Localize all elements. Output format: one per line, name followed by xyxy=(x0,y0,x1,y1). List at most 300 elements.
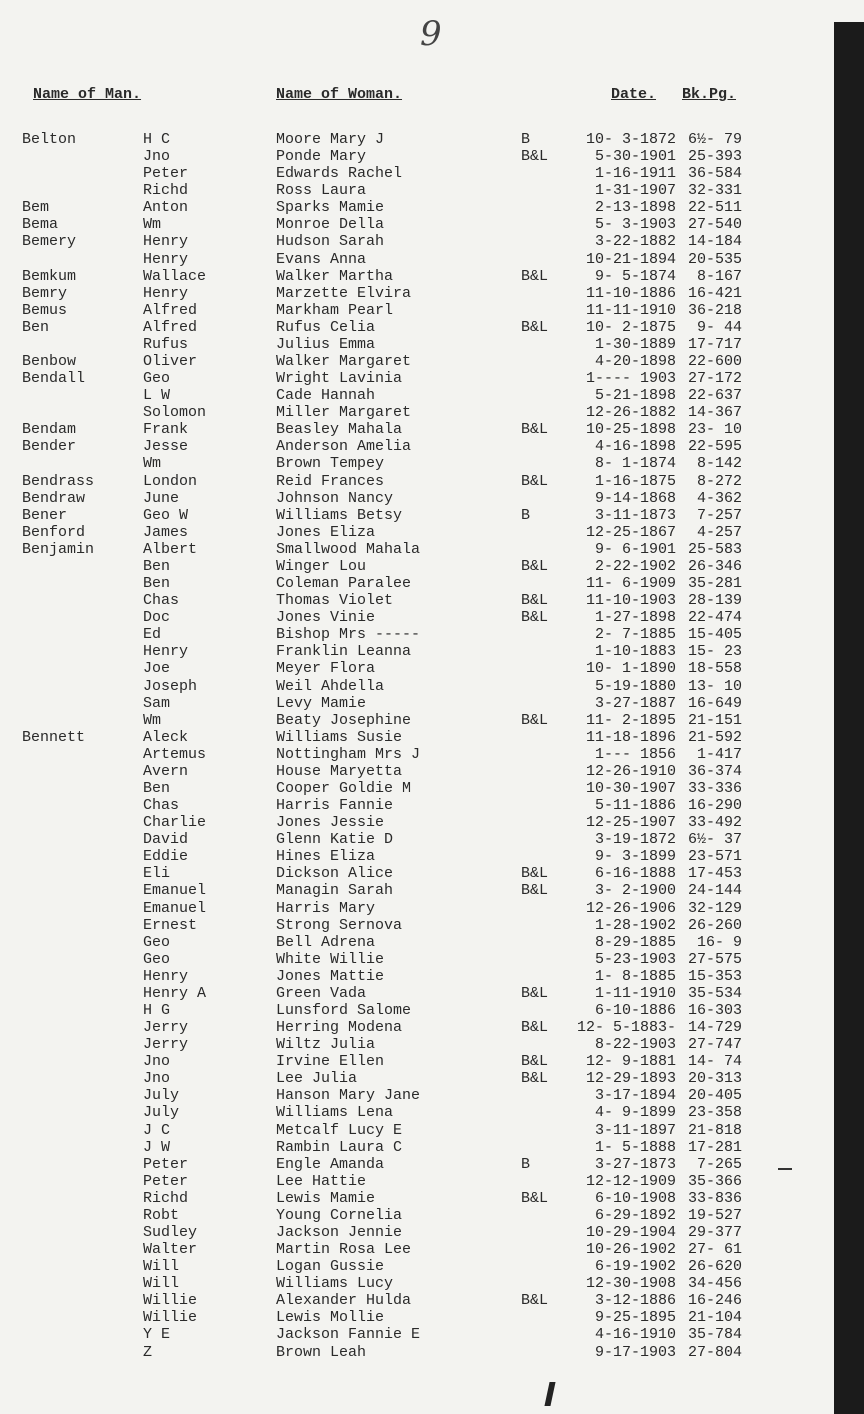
marriage-date: 12-26-1910 xyxy=(585,762,676,780)
table-row xyxy=(0,1241,846,1258)
marriage-date: 11-18-1896 xyxy=(585,728,676,746)
marriage-date: 3-11-1873 xyxy=(594,506,676,524)
woman-name: Jones Mattie xyxy=(276,967,385,985)
given-name: Peter xyxy=(143,1155,189,1173)
book-page: 13- 10 xyxy=(687,677,742,695)
book-page: 21-151 xyxy=(687,711,742,729)
marriage-date: 11- 2-1895 xyxy=(585,711,676,729)
book-page: 18-558 xyxy=(687,660,742,678)
record-type: B&L xyxy=(521,984,549,1002)
book-page: 14-729 xyxy=(687,1019,742,1037)
table-row xyxy=(0,780,846,797)
given-name: Robt xyxy=(143,1206,180,1224)
book-page: 22-474 xyxy=(687,609,742,627)
woman-name: Metcalf Lucy E xyxy=(276,1121,403,1139)
book-page: 4-257 xyxy=(696,523,742,541)
book-page: 27-540 xyxy=(687,216,742,234)
record-type: B&L xyxy=(521,1019,549,1037)
marriage-date: 5-11-1886 xyxy=(594,797,676,815)
given-name: Henry xyxy=(143,250,189,268)
record-type: B&L xyxy=(521,318,549,336)
given-name: Will xyxy=(143,1258,180,1276)
given-name: London xyxy=(143,472,198,490)
given-name: Richd xyxy=(143,182,189,200)
marriage-date: 10-30-1907 xyxy=(585,779,676,797)
woman-name: Herring Modena xyxy=(276,1019,403,1037)
book-page: 16-246 xyxy=(687,1292,742,1310)
table-row xyxy=(0,1258,846,1275)
record-type: B&L xyxy=(521,267,549,285)
marriage-date: 12- 9-1881 xyxy=(585,1053,676,1071)
given-name: Frank xyxy=(143,421,189,439)
woman-name: Lunsford Salome xyxy=(276,1001,412,1019)
woman-name: Williams Lucy xyxy=(276,1275,394,1293)
book-page: 26-620 xyxy=(687,1258,742,1276)
table-row xyxy=(0,814,846,831)
book-page: 27- 61 xyxy=(687,1241,742,1259)
woman-name: Reid Frances xyxy=(276,472,385,490)
marriage-date: 6-10-1886 xyxy=(594,1001,676,1019)
woman-name: Williams Betsy xyxy=(276,506,403,524)
given-name: Emanuel xyxy=(143,882,207,900)
given-name: Chas xyxy=(143,797,180,815)
given-name: Eddie xyxy=(143,848,189,866)
woman-name: Ponde Mary xyxy=(276,148,367,166)
given-name: J C xyxy=(143,1121,171,1139)
marriage-date: 12-25-1867 xyxy=(585,523,676,541)
woman-name: Jackson Fannie E xyxy=(276,1326,421,1344)
marriage-date: 2-22-1902 xyxy=(594,557,676,575)
table-row xyxy=(0,490,846,507)
table-row xyxy=(0,626,846,643)
marriage-date: 1-30-1889 xyxy=(594,335,676,353)
book-page: 22-511 xyxy=(687,199,742,217)
marriage-date: 1-16-1875 xyxy=(594,472,676,490)
woman-name: Strong Sernova xyxy=(276,916,403,934)
table-row xyxy=(0,882,846,899)
marriage-date: 3- 2-1900 xyxy=(594,882,676,900)
record-type: B&L xyxy=(521,609,549,627)
book-page: 21-104 xyxy=(687,1309,742,1327)
woman-name: Beaty Josephine xyxy=(276,711,412,729)
woman-name: Engle Amanda xyxy=(276,1155,385,1173)
table-row xyxy=(0,524,846,541)
book-page: 27-172 xyxy=(687,370,742,388)
marriage-date: 3-22-1882 xyxy=(594,233,676,251)
woman-name: Evans Anna xyxy=(276,250,367,268)
table-row xyxy=(0,233,846,250)
book-page: 14- 74 xyxy=(687,1053,742,1071)
woman-name: Cooper Goldie M xyxy=(276,779,412,797)
marriage-date: 2- 7-1885 xyxy=(594,626,676,644)
table-row xyxy=(0,729,846,746)
surname: Ben xyxy=(22,318,50,336)
woman-name: Beasley Mahala xyxy=(276,421,403,439)
woman-name: Winger Lou xyxy=(276,557,367,575)
table-row xyxy=(0,831,846,848)
scan-border xyxy=(834,0,864,1414)
book-page: 34-456 xyxy=(687,1275,742,1293)
marriage-date: 8-22-1903 xyxy=(594,1036,676,1054)
table-row xyxy=(0,251,846,268)
register-table xyxy=(0,131,846,1361)
given-name: Jerry xyxy=(143,1019,189,1037)
marriage-date: 1--- 1856 xyxy=(594,745,676,763)
marriage-date: 8- 1-1874 xyxy=(594,455,676,473)
given-name: Wm xyxy=(143,711,162,729)
table-row xyxy=(0,797,846,814)
record-type: B xyxy=(521,1155,531,1173)
given-name: Richd xyxy=(143,1189,189,1207)
given-name: David xyxy=(143,831,189,849)
woman-name: Brown Tempey xyxy=(276,455,385,473)
marriage-date: 3-19-1872 xyxy=(594,831,676,849)
table-row xyxy=(0,507,846,524)
table-row xyxy=(0,1275,846,1292)
book-page: 33-336 xyxy=(687,779,742,797)
book-page: 7-265 xyxy=(696,1155,742,1173)
table-row xyxy=(0,1002,846,1019)
woman-name: Managin Sarah xyxy=(276,882,394,900)
given-name: James xyxy=(143,523,189,541)
marriage-date: 9- 3-1899 xyxy=(594,848,676,866)
table-row xyxy=(0,1019,846,1036)
given-name: Jesse xyxy=(143,438,189,456)
given-name: Joseph xyxy=(143,677,198,695)
woman-name: Brown Leah xyxy=(276,1343,367,1361)
woman-name: Lewis Mamie xyxy=(276,1189,376,1207)
marriage-date: 1-11-1910 xyxy=(594,984,676,1002)
given-name: Peter xyxy=(143,1172,189,1190)
table-row xyxy=(0,660,846,677)
marriage-date: 4-16-1898 xyxy=(594,438,676,456)
given-name: Doc xyxy=(143,609,171,627)
marriage-date: 9-17-1903 xyxy=(594,1343,676,1361)
table-row xyxy=(0,865,846,882)
book-page: 14-184 xyxy=(687,233,742,251)
surname: Bema xyxy=(22,216,59,234)
record-type: B xyxy=(521,131,531,148)
book-page: 33-836 xyxy=(687,1189,742,1207)
given-name: Henry xyxy=(143,284,189,302)
book-page: 16-649 xyxy=(687,694,742,712)
woman-name: Marzette Elvira xyxy=(276,284,412,302)
marriage-date: 10-21-1894 xyxy=(585,250,676,268)
book-page: 16-290 xyxy=(687,797,742,815)
given-name: Alfred xyxy=(143,318,198,336)
record-type: B&L xyxy=(521,148,549,166)
marriage-date: 4-20-1898 xyxy=(594,353,676,371)
woman-name: Markham Pearl xyxy=(276,301,394,319)
table-row xyxy=(0,1173,846,1190)
book-page: 16- 9 xyxy=(696,933,742,951)
book-page: 35-784 xyxy=(687,1326,742,1344)
record-type: B&L xyxy=(521,882,549,900)
table-row xyxy=(0,1036,846,1053)
given-name: Henry A xyxy=(143,984,207,1002)
marriage-date: 10- 3-1872 xyxy=(585,131,676,148)
marriage-date: 1---- 1903 xyxy=(585,370,676,388)
table-row xyxy=(0,1344,846,1361)
table-row xyxy=(0,336,846,353)
table-row xyxy=(0,302,846,319)
header-bkpg: Bk.Pg. xyxy=(682,86,737,103)
table-row xyxy=(0,968,846,985)
book-page: 21-818 xyxy=(687,1121,742,1139)
surname: Bendraw xyxy=(22,489,86,507)
marriage-date: 12-30-1908 xyxy=(585,1275,676,1293)
given-name: Jno xyxy=(143,1053,171,1071)
marriage-date: 1-27-1898 xyxy=(594,609,676,627)
book-page: 25-583 xyxy=(687,540,742,558)
given-name: Ernest xyxy=(143,916,198,934)
marriage-date: 1- 8-1885 xyxy=(594,967,676,985)
book-page: 26-260 xyxy=(687,916,742,934)
surname: Bemry xyxy=(22,284,68,302)
woman-name: Irvine Ellen xyxy=(276,1053,385,1071)
table-row xyxy=(0,848,846,865)
woman-name: Dickson Alice xyxy=(276,865,394,883)
woman-name: Jones Vinie xyxy=(276,609,376,627)
woman-name: Meyer Flora xyxy=(276,660,376,678)
given-name: Wallace xyxy=(143,267,207,285)
book-page: 16-421 xyxy=(687,284,742,302)
book-page: 27-747 xyxy=(687,1036,742,1054)
given-name: Henry xyxy=(143,967,189,985)
marriage-date: 1-28-1902 xyxy=(594,916,676,934)
book-page: 22-637 xyxy=(687,387,742,405)
given-name: Eli xyxy=(143,865,171,883)
woman-name: Alexander Hulda xyxy=(276,1292,412,1310)
given-name: Willie xyxy=(143,1292,198,1310)
book-page: 8-272 xyxy=(696,472,742,490)
woman-name: Weil Ahdella xyxy=(276,677,385,695)
book-page: 27-575 xyxy=(687,950,742,968)
table-row xyxy=(0,1207,846,1224)
given-name: Willie xyxy=(143,1309,198,1327)
book-page: 22-595 xyxy=(687,438,742,456)
record-type: B&L xyxy=(521,711,549,729)
woman-name: House Maryetta xyxy=(276,762,403,780)
given-name: Henry xyxy=(143,643,189,661)
marriage-date: 4-16-1910 xyxy=(594,1326,676,1344)
given-name: Will xyxy=(143,1275,180,1293)
table-row xyxy=(0,592,846,609)
marriage-date: 1-16-1911 xyxy=(594,165,676,183)
given-name: July xyxy=(143,1104,180,1122)
surname: Bender xyxy=(22,438,77,456)
woman-name: Levy Mamie xyxy=(276,694,367,712)
marriage-date: 9-14-1868 xyxy=(594,489,676,507)
table-row xyxy=(0,1087,846,1104)
woman-name: Green Vada xyxy=(276,984,367,1002)
table-row xyxy=(0,1139,846,1156)
book-page: 9- 44 xyxy=(696,318,742,336)
woman-name: Rambin Laura C xyxy=(276,1138,403,1156)
woman-name: Rufus Celia xyxy=(276,318,376,336)
table-row xyxy=(0,182,846,199)
book-page: 24-144 xyxy=(687,882,742,900)
record-type: B&L xyxy=(521,1189,549,1207)
book-page: 20-535 xyxy=(687,250,742,268)
woman-name: Glenn Katie D xyxy=(276,831,394,849)
table-row xyxy=(0,216,846,233)
book-page: 26-346 xyxy=(687,557,742,575)
surname: Benjamin xyxy=(22,540,95,558)
book-page: 23- 10 xyxy=(687,421,742,439)
table-row xyxy=(0,370,846,387)
given-name: Aleck xyxy=(143,728,189,746)
marriage-date: 5-21-1898 xyxy=(594,387,676,405)
marriage-date: 12- 5-1883- xyxy=(576,1019,676,1037)
table-row xyxy=(0,678,846,695)
marriage-date: 10-29-1904 xyxy=(585,1224,676,1241)
marriage-date: 3-27-1887 xyxy=(594,694,676,712)
scan-border-top xyxy=(834,0,864,22)
given-name: Jno xyxy=(143,1070,171,1088)
marriage-date: 3-12-1886 xyxy=(594,1292,676,1310)
marriage-date: 6-16-1888 xyxy=(594,865,676,883)
record-type: B&L xyxy=(521,865,549,883)
book-page: 17-453 xyxy=(687,865,742,883)
book-page: 23-571 xyxy=(687,848,742,866)
table-row xyxy=(0,1326,846,1343)
marriage-date: 3-17-1894 xyxy=(594,1087,676,1105)
woman-name: Edwards Rachel xyxy=(276,165,403,183)
surname: Bem xyxy=(22,199,50,217)
book-page: 14-367 xyxy=(687,404,742,422)
surname: Bemery xyxy=(22,233,77,251)
surname: Bendall xyxy=(22,370,86,388)
given-name: Rufus xyxy=(143,335,189,353)
marriage-date: 1-31-1907 xyxy=(594,182,676,200)
table-row xyxy=(0,575,846,592)
book-page: 36-218 xyxy=(687,301,742,319)
given-name: Wm xyxy=(143,216,162,234)
marriage-date: 6-29-1892 xyxy=(594,1206,676,1224)
given-name: Geo xyxy=(143,933,171,951)
marriage-date: 6-10-1908 xyxy=(594,1189,676,1207)
woman-name: Jones Jessie xyxy=(276,814,385,832)
marriage-date: 12-26-1882 xyxy=(585,404,676,422)
woman-name: Wiltz Julia xyxy=(276,1036,376,1054)
woman-name: Jackson Jennie xyxy=(276,1224,403,1241)
table-row xyxy=(0,1053,846,1070)
woman-name: Cade Hannah xyxy=(276,387,376,405)
table-row xyxy=(0,712,846,729)
woman-name: Coleman Paralee xyxy=(276,575,412,593)
given-name: Jno xyxy=(143,148,171,166)
marriage-date: 5-23-1903 xyxy=(594,950,676,968)
table-row xyxy=(0,268,846,285)
book-page: 7-257 xyxy=(696,506,742,524)
marriage-date: 12-26-1906 xyxy=(585,899,676,917)
woman-name: Miller Margaret xyxy=(276,404,412,422)
given-name: Avern xyxy=(143,762,189,780)
woman-name: Williams Lena xyxy=(276,1104,394,1122)
woman-name: Franklin Leanna xyxy=(276,643,412,661)
surname: Bendam xyxy=(22,421,77,439)
woman-name: Smallwood Mahala xyxy=(276,540,421,558)
given-name: Walter xyxy=(143,1241,198,1259)
woman-name: Sparks Mamie xyxy=(276,199,385,217)
marriage-date: 8-29-1885 xyxy=(594,933,676,951)
table-row xyxy=(0,421,846,438)
woman-name: Jones Eliza xyxy=(276,523,376,541)
given-name: Sudley xyxy=(143,1224,198,1241)
given-name: Albert xyxy=(143,540,198,558)
margin-dash xyxy=(778,1168,792,1170)
table-row xyxy=(0,1156,846,1173)
table-row xyxy=(0,285,846,302)
given-name: Ben xyxy=(143,779,171,797)
table-row xyxy=(0,438,846,455)
book-page: 17-717 xyxy=(687,335,742,353)
woman-name: Young Cornelia xyxy=(276,1206,403,1224)
book-page: 4-362 xyxy=(696,489,742,507)
marriage-date: 11-11-1910 xyxy=(585,301,676,319)
woman-name: Ross Laura xyxy=(276,182,367,200)
marriage-date: 5-19-1880 xyxy=(594,677,676,695)
marriage-date: 1- 5-1888 xyxy=(594,1138,676,1156)
marriage-date: 9- 5-1874 xyxy=(594,267,676,285)
marriage-date: 10-25-1898 xyxy=(585,421,676,439)
given-name: Ed xyxy=(143,626,162,644)
table-row xyxy=(0,763,846,780)
woman-name: Moore Mary J xyxy=(276,131,385,148)
given-name: Solomon xyxy=(143,404,207,422)
given-name: Geo xyxy=(143,950,171,968)
marriage-date: 5- 3-1903 xyxy=(594,216,676,234)
given-name: L W xyxy=(143,387,171,405)
book-page: 35-281 xyxy=(687,575,742,593)
given-name: Anton xyxy=(143,199,189,217)
header-date: Date. xyxy=(611,86,657,103)
book-page: 27-804 xyxy=(687,1343,742,1361)
book-page: 35-534 xyxy=(687,984,742,1002)
marriage-date: 12-29-1893 xyxy=(585,1070,676,1088)
book-page: 6½- 79 xyxy=(687,131,742,148)
given-name: Z xyxy=(143,1343,153,1361)
marriage-date: 11- 6-1909 xyxy=(585,575,676,593)
book-page: 15-353 xyxy=(687,967,742,985)
header-woman: Name of Woman. xyxy=(276,86,403,103)
page-number: 9 xyxy=(420,14,442,54)
woman-name: Hines Eliza xyxy=(276,848,376,866)
given-name: Oliver xyxy=(143,353,198,371)
table-row xyxy=(0,319,846,336)
book-page: 15-405 xyxy=(687,626,742,644)
book-page: 20-313 xyxy=(687,1070,742,1088)
given-name: Wm xyxy=(143,455,162,473)
header-man: Name of Man. xyxy=(33,86,142,103)
given-name: July xyxy=(143,1087,180,1105)
book-page: 19-527 xyxy=(687,1206,742,1224)
book-page: 25-393 xyxy=(687,148,742,166)
surname: Bemus xyxy=(22,301,68,319)
table-row xyxy=(0,746,846,763)
book-page: 23-358 xyxy=(687,1104,742,1122)
table-row xyxy=(0,951,846,968)
given-name: Chas xyxy=(143,592,180,610)
marriage-date: 11-10-1886 xyxy=(585,284,676,302)
book-page: 32-129 xyxy=(687,899,742,917)
book-page: 22-600 xyxy=(687,353,742,371)
marriage-date: 11-10-1903 xyxy=(585,592,676,610)
woman-name: Lewis Mollie xyxy=(276,1309,385,1327)
book-page: 15- 23 xyxy=(687,643,742,661)
given-name: Sam xyxy=(143,694,171,712)
